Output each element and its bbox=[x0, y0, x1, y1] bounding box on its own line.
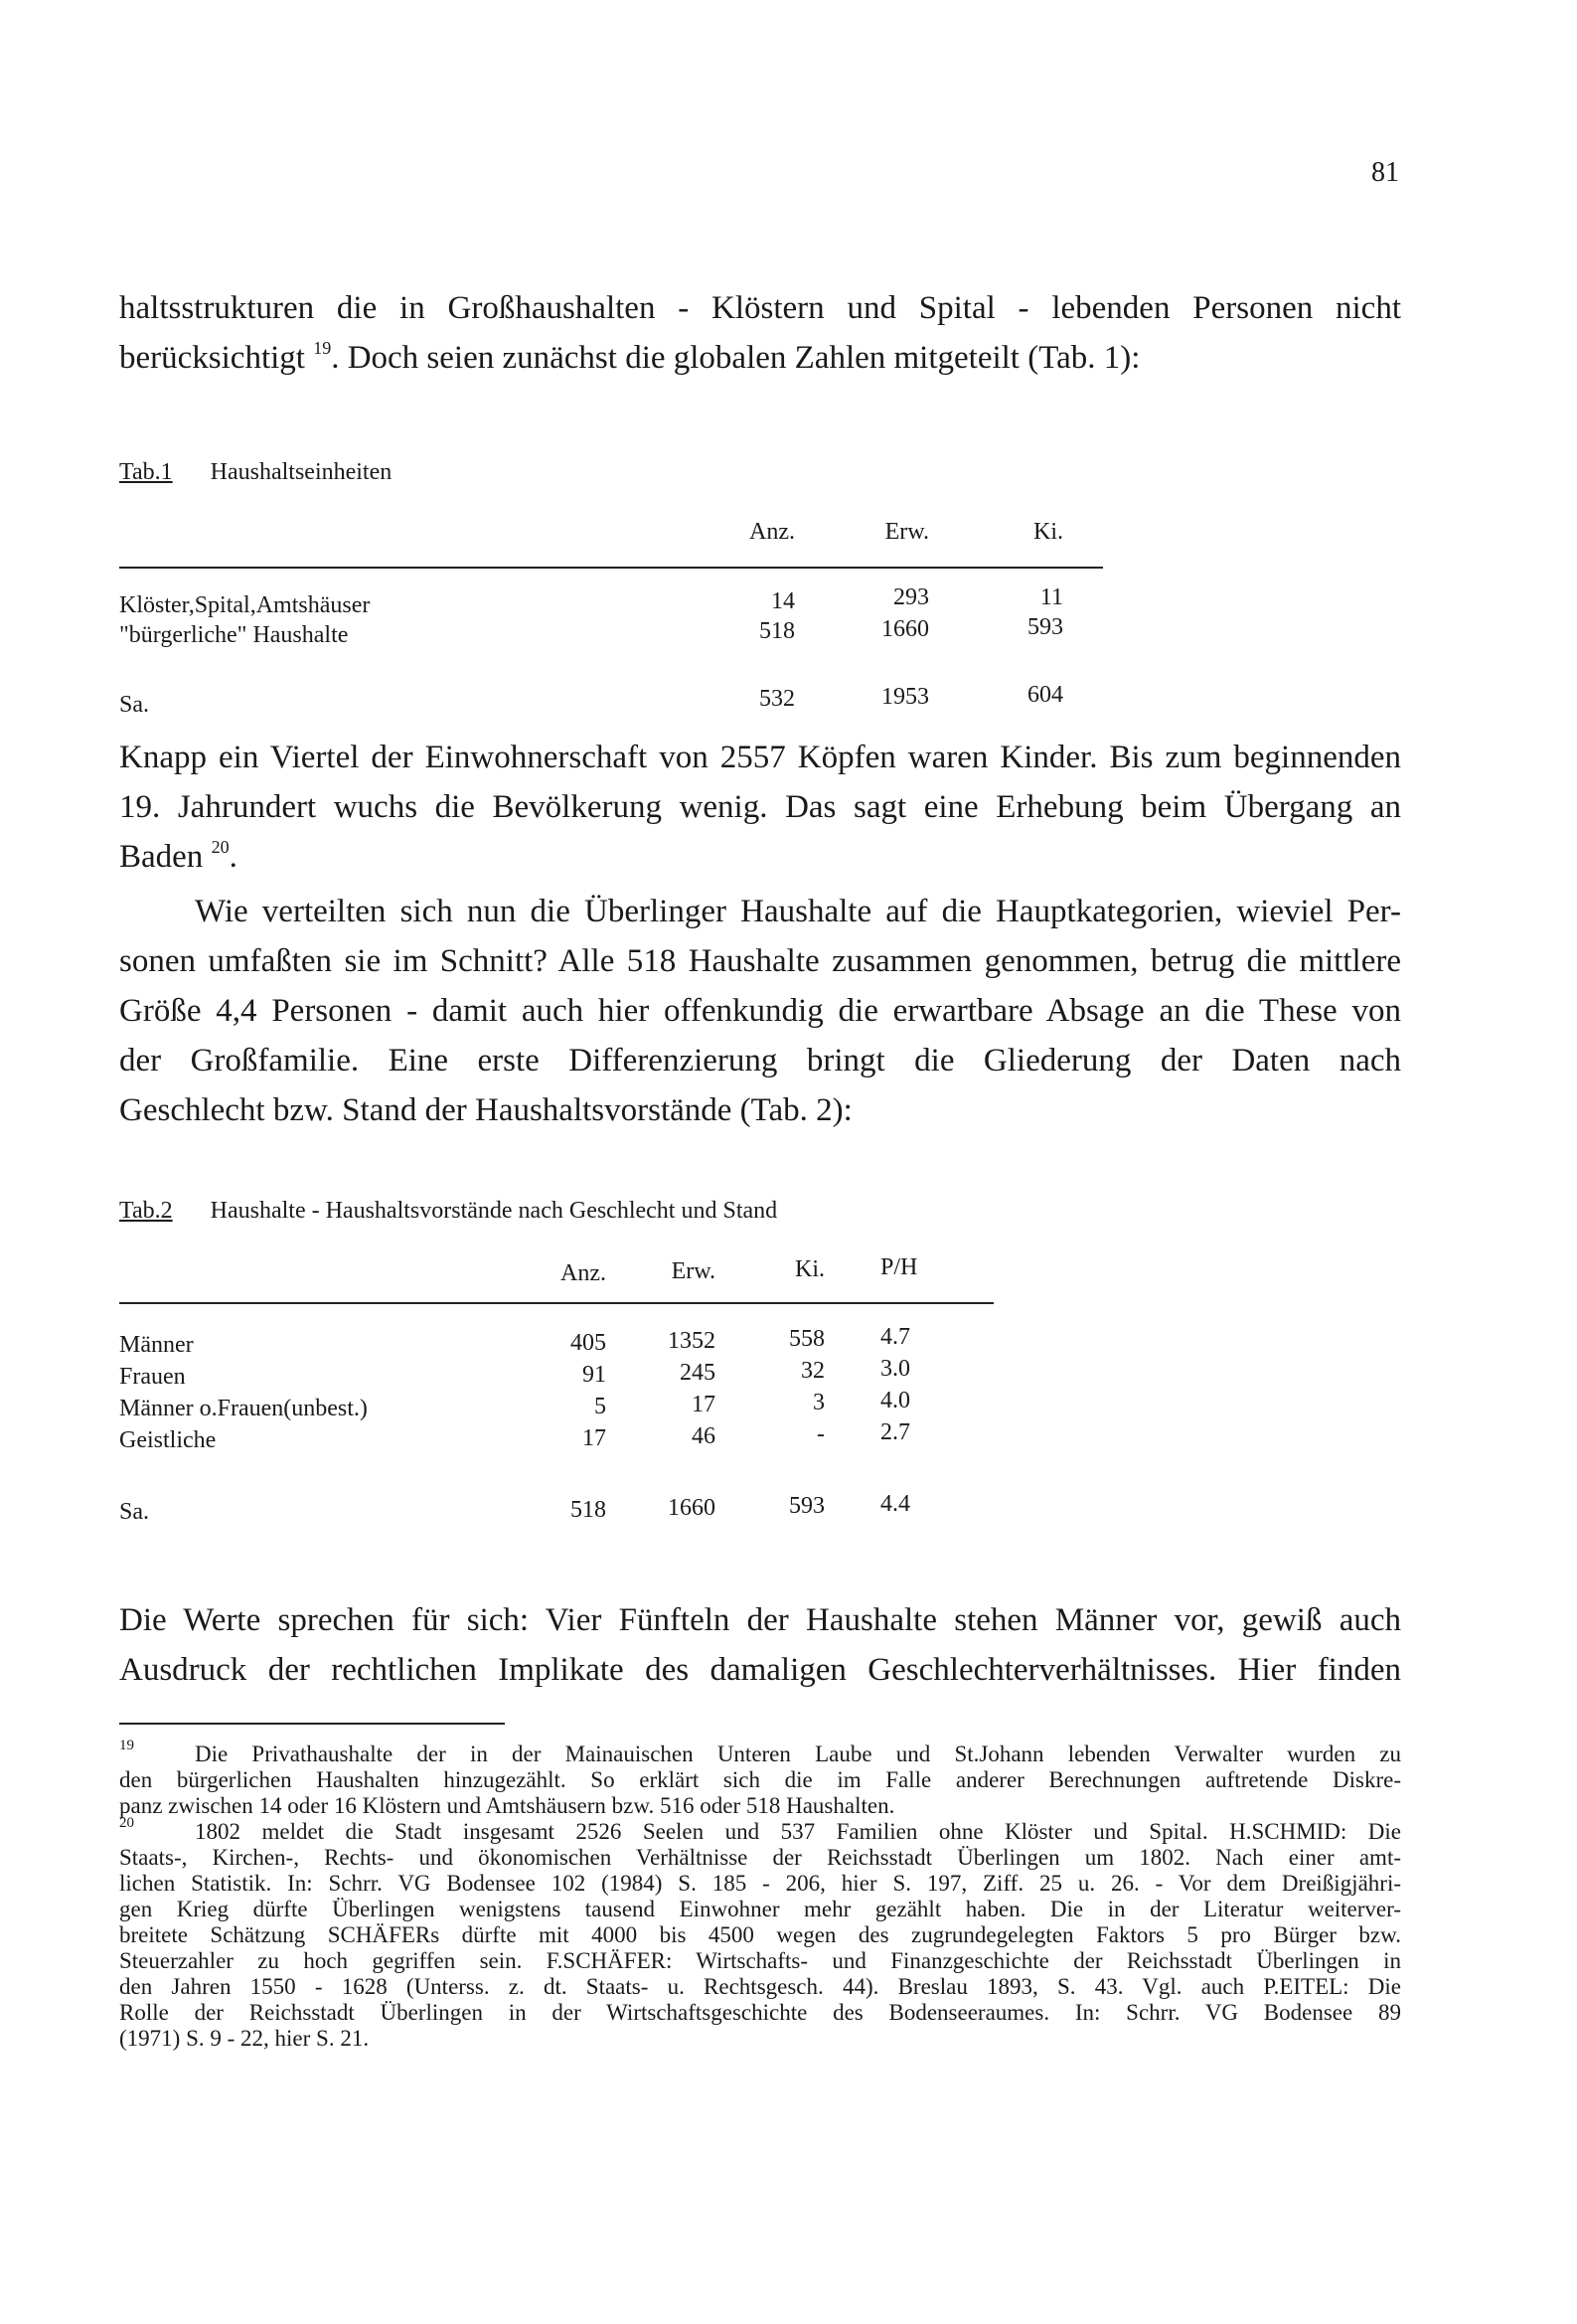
page-number: 81 bbox=[1371, 157, 1399, 188]
tab2-header-erw: Erw. bbox=[671, 1258, 715, 1284]
footnote-line: den bürgerlichen Haushalten hinzugezählt. So erklärt sich die im Falle anderer Berechnungen auftretende Diskre- bbox=[119, 1767, 1401, 1792]
footnote-19 bbox=[119, 1728, 1401, 1819]
tab1-cell-anz: 532 bbox=[759, 686, 795, 712]
para2-line-3: Größe 4,4 Personen - damit auch hier offenkundig die erwartbare Absage an die These von bbox=[119, 993, 1401, 1029]
footnote-20 bbox=[119, 1815, 1401, 2052]
tab2-cell-erw: 17 bbox=[692, 1392, 715, 1417]
tab2-header-ki: Ki. bbox=[795, 1256, 825, 1282]
tab2-cell-anz: 5 bbox=[594, 1394, 606, 1419]
tab2-cell-ki: 3 bbox=[813, 1390, 825, 1415]
tab2-cell-anz: 91 bbox=[582, 1362, 606, 1388]
tab1-cell-anz: 518 bbox=[759, 618, 795, 644]
tab1-title: Haushaltseinheiten bbox=[210, 459, 393, 485]
intro-line-2-text: berücksichtigt bbox=[119, 340, 314, 376]
tab2-header-anz: Anz. bbox=[560, 1260, 606, 1286]
tab2-header-ph: P/H bbox=[880, 1254, 918, 1280]
tab1-id: Tab.1 bbox=[119, 459, 173, 485]
para1-line-1: Knapp ein Viertel der Einwohnerschaft von 2557 Köpfen waren Kinder. Bis zum beginnenden bbox=[119, 740, 1401, 775]
footnote-line: panz zwischen 14 oder 16 Klöstern und Amtshäusern bzw. 516 oder 518 Haushalten. bbox=[119, 1793, 895, 1818]
tab2-row-label: Männer o.Frauen(unbest.) bbox=[119, 1396, 368, 1421]
paragraph-2 bbox=[119, 887, 1401, 1135]
footnote-line: gen Krieg dürfte Überlingen wenigstens tausend Einwohner mehr gezählt haben. Die in der Literatur weiterver- bbox=[119, 1897, 1401, 1921]
para3-line-1: Die Werte sprechen für sich: Vier Fünfteln der Haushalte stehen Männer vor, gewiß auch bbox=[119, 1602, 1401, 1638]
tab2-cell-ki: 593 bbox=[789, 1493, 825, 1519]
footnote-line: (1971) S. 9 - 22, hier S. 21. bbox=[119, 2026, 370, 2051]
footnote-text: Die Privathaushalte der in der Mainauischen Unteren Laube und St.Johann lebenden Verwalter wurden zu bbox=[195, 1742, 1401, 1766]
para1-line-3 bbox=[119, 832, 1401, 882]
tab2-cell-erw: 46 bbox=[692, 1423, 715, 1449]
tab2-row-label: Geistliche bbox=[119, 1427, 217, 1453]
tab2-cell-ki: 558 bbox=[789, 1326, 825, 1352]
tab2-row-label: Sa. bbox=[119, 1499, 149, 1525]
tab2-header-rule bbox=[119, 1302, 994, 1304]
tab2-cell-ki: - bbox=[817, 1421, 825, 1447]
para2-line-2: sonen umfaßten sie im Schnitt? Alle 518 Haushalte zusammen genommen, betrug die mittlere bbox=[119, 943, 1401, 979]
tab1-cell-ki: 11 bbox=[1039, 584, 1063, 610]
para3-line-2: Ausdruck der rechtlichen Implikate des damaligen Geschlechterverhältnisses. Hier finden bbox=[119, 1652, 1401, 1688]
paragraph-3 bbox=[119, 1595, 1401, 1695]
footnote-line: Rolle der Reichsstadt Überlingen in der Wirtschaftsgeschichte des Bodenseeraumes. In: Schrr. VG Bodensee 89 bbox=[119, 2000, 1401, 2025]
intro-paragraph bbox=[119, 283, 1401, 383]
tab2-cell-anz: 17 bbox=[582, 1425, 606, 1451]
para1-line-2: 19. Jahrundert wuchs die Bevölkerung wenig. Das sagt eine Erhebung beim Übergang an bbox=[119, 789, 1401, 825]
footnote-rule bbox=[119, 1723, 505, 1725]
tab1-header-anz: Anz. bbox=[749, 519, 795, 545]
tab2-cell-ph: 4.0 bbox=[880, 1388, 910, 1413]
footnote-ref-19: 19 bbox=[313, 338, 332, 358]
para2-line-5: Geschlecht bzw. Stand der Haushaltsvorstände (Tab. 2): bbox=[119, 1092, 853, 1128]
footnote-line: breitete Schätzung SCHÄFERs dürfte mit 4000 bis 4500 wegen des zugrundegelegten Faktors 5 pro Bürger bzw. bbox=[119, 1922, 1401, 1947]
tab2-cell-ki: 32 bbox=[801, 1358, 825, 1384]
tab1-header-erw: Erw. bbox=[884, 519, 929, 545]
tab2-cell-ph: 4.7 bbox=[880, 1324, 910, 1350]
tab1-cell-ki: 593 bbox=[1027, 614, 1063, 640]
tab2-row-label: Frauen bbox=[119, 1364, 186, 1390]
para2-line-1: Wie verteilten sich nun die Überlinger Haushalte auf die Hauptkategorien, wieviel Per- bbox=[195, 894, 1401, 929]
footnote-ref-20: 20 bbox=[211, 837, 230, 857]
footnote-line: lichen Statistik. In: Schrr. VG Bodensee 102 (1984) S. 185 - 206, hier S. 197, Ziff. 25 u. 26. - Vor dem Dreißigjähri- bbox=[119, 1871, 1401, 1896]
tab1-row-label: Klöster,Spital,Amtshäuser bbox=[119, 592, 371, 618]
tab1-row-label: "bürgerliche" Haushalte bbox=[119, 622, 349, 648]
intro-line-1: haltsstrukturen die in Großhaushalten - Klöstern und Spital - lebenden Personen nicht bbox=[119, 290, 1401, 326]
para1-line-3-text: Baden bbox=[119, 839, 212, 875]
tab2-cell-ph: 3.0 bbox=[880, 1356, 910, 1382]
intro-line-2 bbox=[119, 333, 1401, 383]
tab1-cell-erw: 1953 bbox=[881, 684, 929, 710]
para2-line-4: der Großfamilie. Eine erste Differenzierung bringt die Gliederung der Daten nach bbox=[119, 1043, 1401, 1079]
tab2-cell-anz: 518 bbox=[570, 1497, 606, 1523]
intro-line-2-text-end: . Doch seien zunächst die globalen Zahlen mitgeteilt (Tab. 1): bbox=[331, 340, 1141, 376]
tab2-cell-erw: 1660 bbox=[668, 1495, 715, 1521]
footnote-line: Steuerzahler zu hoch gegriffen sein. F.SCHÄFER: Wirtschafts- und Finanzgeschichte der Reichsstadt Überlingen in bbox=[119, 1948, 1401, 1973]
tab1-cell-erw: 293 bbox=[893, 584, 929, 610]
footnotes bbox=[119, 1728, 1401, 2052]
tab1-cell-anz: 14 bbox=[771, 588, 795, 614]
tab2-title: Haushalte - Haushaltsvorstände nach Geschlecht und Stand bbox=[210, 1198, 778, 1224]
tab2-cell-ph: 4.4 bbox=[880, 1491, 910, 1517]
tab1-cell-erw: 1660 bbox=[881, 616, 929, 642]
footnote-text: 1802 meldet die Stadt insgesamt 2526 Seelen und 537 Familien ohne Klöster und Spital. H.SCHMID: Die bbox=[195, 1819, 1401, 1844]
footnote-line: den Jahren 1550 - 1628 (Unterss. z. dt. Staats- u. Rechtsgesch. 44). Breslau 1893, S. 43. Vgl. auch P.EITEL: Die bbox=[119, 1974, 1401, 1999]
tab2-id: Tab.2 bbox=[119, 1198, 173, 1224]
para1-line-3-text-end: . bbox=[229, 839, 237, 875]
tab1-header-rule bbox=[119, 567, 1103, 569]
tab1-caption bbox=[119, 459, 392, 486]
paragraph-1 bbox=[119, 733, 1401, 882]
tab1-cell-ki: 604 bbox=[1027, 682, 1063, 708]
tab1-header-ki: Ki. bbox=[1033, 519, 1063, 545]
tab2-cell-erw: 1352 bbox=[668, 1328, 715, 1354]
footnote-line: Staats-, Kirchen-, Rechts- und ökonomischen Verhältnisse der Reichsstadt Überlingen um 1802. Nach einer amt- bbox=[119, 1845, 1401, 1870]
tab1-row-label: Sa. bbox=[119, 692, 149, 718]
tab2-cell-erw: 245 bbox=[680, 1360, 715, 1386]
tab2-cell-anz: 405 bbox=[570, 1330, 606, 1356]
footnote-line: 20 1802 meldet die Stadt insgesamt 2526 Seelen und 537 Familien ohne Klöster und Spital. H.SCHMID: Die bbox=[119, 1815, 1401, 1844]
tab2-caption bbox=[119, 1198, 777, 1225]
tab2-row-label: Männer bbox=[119, 1332, 194, 1358]
tab2-cell-ph: 2.7 bbox=[880, 1419, 910, 1445]
footnote-line: 19 Die Privathaushalte der in der Mainauischen Unteren Laube und St.Johann lebenden Verwalter wurden zu bbox=[119, 1738, 1401, 1766]
